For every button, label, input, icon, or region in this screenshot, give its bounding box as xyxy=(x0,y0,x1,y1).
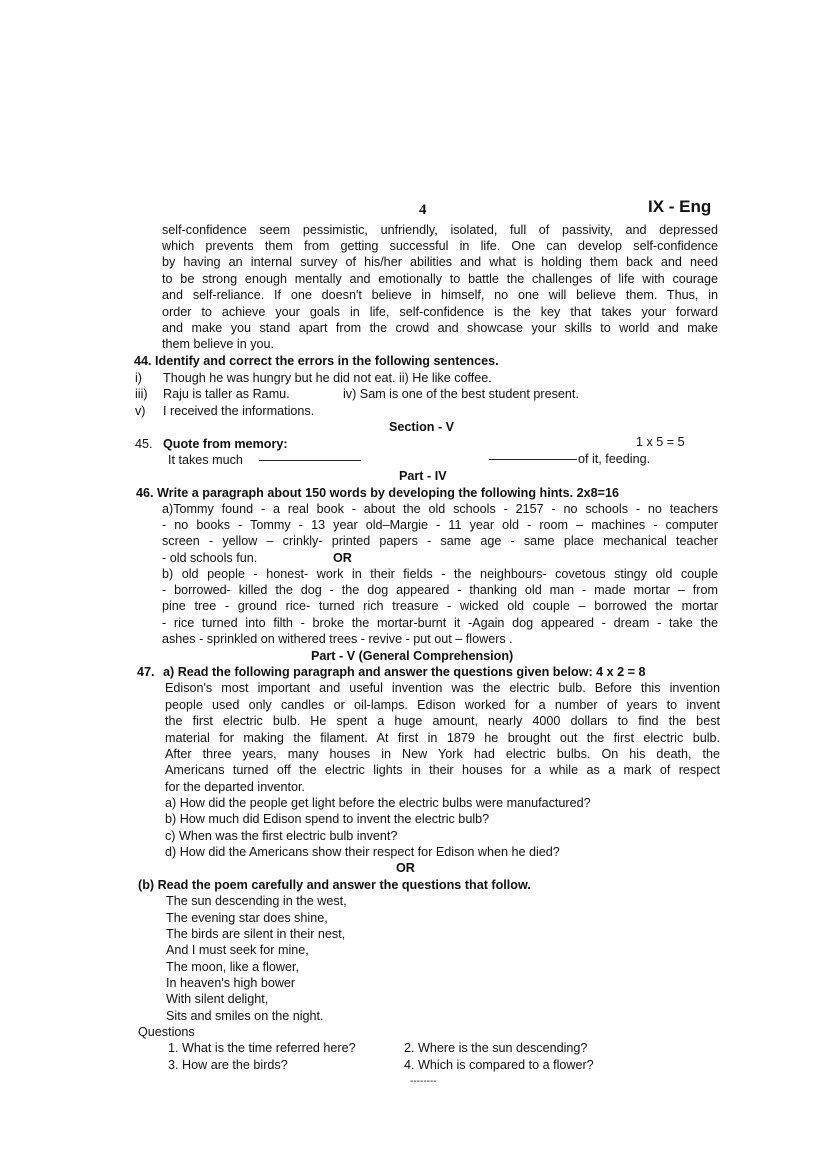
passage-line: and make you stand apart from the crowd and showcase your skills to world and make xyxy=(162,321,718,335)
q47-passage-line: Americans turned off the electric lights in their houses for a while as a mark of respect xyxy=(165,763,720,777)
q46-hint-line: - no books - Tommy - 13 year old–Margie - 11 year old - room – machines - computer xyxy=(162,518,718,532)
q44-item-num: v) xyxy=(135,404,146,418)
q45-number: 45. xyxy=(135,437,153,451)
passage-line: which prevents them from getting successful in life. One can develop self-confidence xyxy=(162,239,718,253)
q47-passage-line: for the departed inventor. xyxy=(165,780,306,794)
poem-line: Sits and smiles on the night. xyxy=(166,1009,324,1023)
q47-question: c) When was the first electric bulb invent? xyxy=(165,829,398,843)
q46-hint-line: - rice turned into filth - broke the mortar-burnt it -Again dog appeared - dream - take the xyxy=(162,616,718,630)
q44-item-num: iii) xyxy=(135,387,148,401)
poem-line: In heaven's high bower xyxy=(166,976,296,990)
part-heading: Part - IV xyxy=(399,469,447,483)
passage-line: to be strong enough mentally and emotionally to battle the challenges of life with courage xyxy=(162,272,718,286)
poem-line: The birds are silent in their nest, xyxy=(166,927,346,941)
poem-question: 4. Which is compared to a flower? xyxy=(404,1058,594,1072)
poem-question: 2. Where is the sun descending? xyxy=(404,1041,588,1055)
q44-title: 44. Identify and correct the errors in the following sentences. xyxy=(134,354,499,368)
poem-question: 3. How are the birds? xyxy=(168,1058,288,1072)
q47-number: 47. xyxy=(137,665,155,679)
q47-passage-line: material for making the filament. At first in 1879 he brought out the first electric bulb. xyxy=(165,731,720,745)
passage-line: order to achieve your goals in life, self-confidence is the key that takes your forward xyxy=(162,305,718,319)
q47-passage-line: After three years, many houses in New York had electric bulbs. On his death, the xyxy=(165,747,720,761)
q47b-title: (b) Read the poem carefully and answer the questions that follow. xyxy=(138,878,531,892)
subject-label: IX - Eng xyxy=(648,197,712,216)
q45-title: Quote from memory: xyxy=(163,437,288,451)
poem-line: And I must seek for mine, xyxy=(166,943,309,957)
passage-line: them believe in you. xyxy=(162,337,275,351)
part-heading: Part - V (General Comprehension) xyxy=(311,649,514,663)
q46-hint-line: a)Tommy found - a real book - about the old schools - 2157 - no schools - no teachers xyxy=(162,502,718,516)
q44-item-num: i) xyxy=(135,371,142,385)
q45-quote-left: It takes much xyxy=(168,453,243,467)
blank-line xyxy=(259,460,361,461)
poem-line: The evening star does shine, xyxy=(166,911,328,925)
q47-question: d) How did the Americans show their respect for Edison when he died? xyxy=(165,845,560,859)
q46-hint-line: pine tree - ground rice- turned rich treasure - wicked old couple – borrowed the mortar xyxy=(162,599,718,613)
poem-line: The sun descending in the west, xyxy=(166,894,347,908)
q45-quote-right: of it, feeding. xyxy=(578,452,651,466)
q44-item: I received the informations. xyxy=(163,404,315,418)
q46-hint-line: - old schools fun. xyxy=(162,551,258,565)
q47-title: a) Read the following paragraph and answer the questions given below: 4 x 2 = 8 xyxy=(163,665,646,679)
blank-line xyxy=(489,459,577,460)
poem-question: 1. What is the time referred here? xyxy=(168,1041,356,1055)
page-number: 4 xyxy=(419,202,427,218)
q46-hint-line: - borrowed- killed the dog - the dog appeared - thanking old man - made mortar – from xyxy=(162,583,718,597)
q46-hint-line: b) old people - honest- work in their fields - the neighbours- covetous stingy old couple xyxy=(162,567,718,581)
or-separator: OR xyxy=(396,861,415,875)
passage-line: by having an internal survey of his/her abilities and what is holding them back and need xyxy=(162,255,718,269)
or-separator: OR xyxy=(333,551,352,565)
section-heading: Section - V xyxy=(389,420,455,434)
questions-label: Questions xyxy=(138,1025,195,1039)
q47-passage-line: people used only candles or oil-lamps. Edison worked for a number of years to invent xyxy=(165,698,720,712)
q46-hint-line: screen - yellow – crinkly- printed papers - same age - same place mechanical teacher xyxy=(162,534,718,548)
q46-title: 46. Write a paragraph about 150 words by developing the following hints. 2x8=16 xyxy=(136,486,619,500)
q47-passage-line: Edison's most important and useful invention was the electric bulb. Before this invention xyxy=(165,681,720,695)
passage-line: and self-reliance. If one doesn't believe in himself, no one will believe them. Thus, in xyxy=(162,288,718,302)
poem-line: The moon, like a flower, xyxy=(166,960,299,974)
q44-item: Raju is taller as Ramu. xyxy=(163,387,290,401)
q44-item: Though he was hungry but he did not eat. ii) He like coffee. xyxy=(163,371,492,385)
q47-passage-line: the first electric bulb. He spent a huge amount, nearly 4000 dollars to find the best xyxy=(165,714,720,728)
passage-line: self-confidence seem pessimistic, unfriendly, isolated, full of passivity, and depressed xyxy=(162,223,718,237)
q47-question: b) How much did Edison spend to invent the electric bulb? xyxy=(165,812,490,826)
q46-hint-line: ashes - sprinkled on withered trees - revive - put out – flowers . xyxy=(162,632,513,646)
end-mark: -------- xyxy=(410,1076,437,1087)
q44-item: iv) Sam is one of the best student present. xyxy=(343,387,579,401)
q47-question: a) How did the people get light before the electric bulbs were manufactured? xyxy=(165,796,591,810)
poem-line: With silent delight, xyxy=(166,992,269,1006)
q45-marks: 1 x 5 = 5 xyxy=(636,435,685,449)
